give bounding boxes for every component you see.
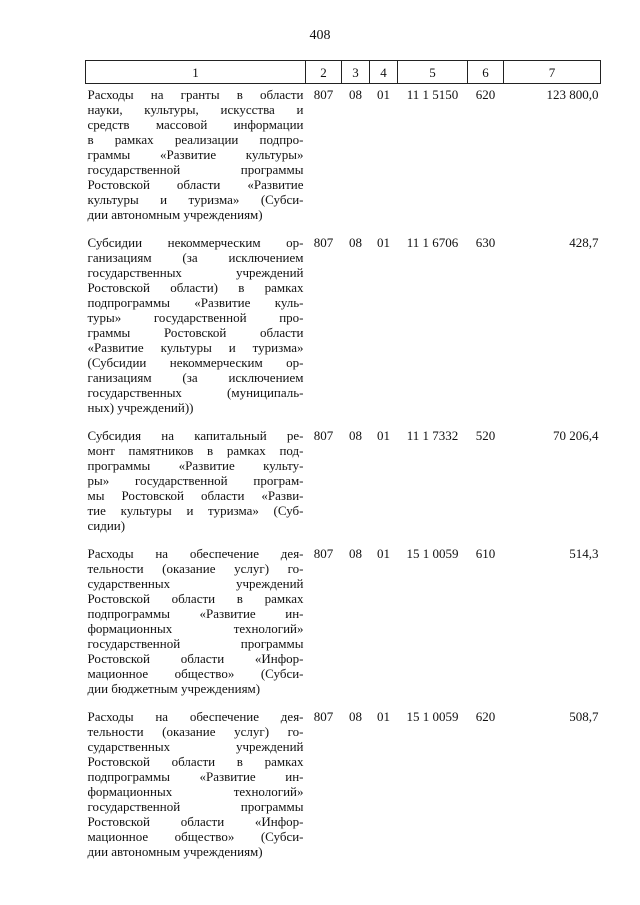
description-line: Субсидия на капитальный ре- xyxy=(87,428,304,443)
description-line: культуры и туризма» (Субси- xyxy=(87,192,304,207)
row-description xyxy=(86,706,306,869)
row-description xyxy=(86,232,306,425)
expense-type-code: 520 xyxy=(475,428,496,443)
description-line: тельности (оказание услуг) го- xyxy=(87,561,304,576)
description-line: туры» государственной про- xyxy=(87,310,304,325)
description-line: формационных технологий» xyxy=(87,621,304,636)
description-line: сударственных учреждений xyxy=(87,739,304,754)
amount: 428,7 xyxy=(569,235,599,250)
section-code: 08 xyxy=(349,235,362,250)
description-line: Ростовской области «Развитие xyxy=(87,177,304,192)
description-line: тельности (оказание услуг) го- xyxy=(87,724,304,739)
table-row xyxy=(86,425,601,543)
row-description xyxy=(86,425,306,543)
row-description xyxy=(86,84,306,233)
description-line: ных) учреждений)) xyxy=(87,400,194,415)
description-line: науки, культуры, искусства и xyxy=(87,102,304,117)
header-row xyxy=(86,61,601,84)
section-code: 08 xyxy=(349,546,362,561)
amount: 70 206,4 xyxy=(553,428,599,443)
description-line: мационное общество» (Субси- xyxy=(87,829,304,844)
description-line: подпрограммы «Развитие ин- xyxy=(87,606,304,621)
description-line: граммы «Развитие культуры» xyxy=(87,147,304,162)
description-line: подпрограммы «Развитие куль- xyxy=(87,295,304,310)
target-article-code: 11 1 7332 xyxy=(406,428,459,443)
header-col-7: 7 xyxy=(504,61,601,84)
header-col-3: 3 xyxy=(342,61,370,84)
header-col-2: 2 xyxy=(306,61,342,84)
description-line: государственной программы xyxy=(87,162,304,177)
expense-type-code: 620 xyxy=(475,709,496,724)
description-line: подпрограммы «Развитие ин- xyxy=(87,769,304,784)
target-article-code: 15 1 0059 xyxy=(406,709,459,724)
description-line: Субсидии некоммерческим ор- xyxy=(87,235,304,250)
description-line: формационных технологий» xyxy=(87,784,304,799)
description-line: монт памятников в рамках под- xyxy=(87,443,304,458)
description-line: дии автономным учреждениям) xyxy=(87,207,263,222)
description-line: средств массовой информации xyxy=(87,117,304,132)
description-line: программы «Развитие культу- xyxy=(87,458,304,473)
ministry-code: 807 xyxy=(313,235,334,250)
ministry-code: 807 xyxy=(313,87,334,102)
amount: 123 800,0 xyxy=(546,87,599,102)
description-line: сидии) xyxy=(87,518,126,533)
subsection-code: 01 xyxy=(377,87,390,102)
description-line: граммы Ростовской области xyxy=(87,325,304,340)
description-line: (Субсидии некоммерческим ор- xyxy=(87,355,304,370)
expense-type-code: 630 xyxy=(475,235,496,250)
table-row xyxy=(86,232,601,425)
target-article-code: 11 1 5150 xyxy=(406,87,459,102)
header-col-1: 1 xyxy=(86,61,306,84)
description-line: государственных учреждений xyxy=(87,265,304,280)
subsection-code: 01 xyxy=(377,428,390,443)
subsection-code: 01 xyxy=(377,546,390,561)
table-row xyxy=(86,706,601,869)
target-article-code: 11 1 6706 xyxy=(406,235,459,250)
description-line: ры» государственной програм- xyxy=(87,473,304,488)
subsection-code: 01 xyxy=(377,235,390,250)
amount: 508,7 xyxy=(569,709,599,724)
description-line: тие культуры и туризма» (Суб- xyxy=(87,503,304,518)
section-code: 08 xyxy=(349,709,362,724)
description-line: мационное общество» (Субси- xyxy=(87,666,304,681)
target-article-code: 15 1 0059 xyxy=(406,546,459,561)
description-line: Ростовской области) в рамках xyxy=(87,280,304,295)
description-line: Ростовской области в рамках xyxy=(87,754,304,769)
description-line: государственной программы xyxy=(87,636,304,651)
description-line: в рамках реализации подпро- xyxy=(87,132,304,147)
description-line: мы Ростовской области «Разви- xyxy=(87,488,304,503)
expense-type-code: 610 xyxy=(475,546,496,561)
ministry-code: 807 xyxy=(313,546,334,561)
description-line: Расходы на гранты в области xyxy=(87,87,304,102)
table-row xyxy=(86,84,601,233)
page-number: 408 xyxy=(309,28,331,43)
header-col-5: 5 xyxy=(398,61,468,84)
description-line: государственной программы xyxy=(87,799,304,814)
description-line: Расходы на обеспечение дея- xyxy=(87,709,304,724)
amount: 514,3 xyxy=(569,546,599,561)
section-code: 08 xyxy=(349,87,362,102)
description-line: сударственных учреждений xyxy=(87,576,304,591)
section-code: 08 xyxy=(349,428,362,443)
ministry-code: 807 xyxy=(313,428,334,443)
description-line: Ростовской области «Инфор- xyxy=(87,814,304,829)
header-col-6: 6 xyxy=(468,61,504,84)
description-line: Ростовской области в рамках xyxy=(87,591,304,606)
description-line: дии бюджетным учреждениям) xyxy=(87,681,261,696)
header-col-4: 4 xyxy=(370,61,398,84)
budget-table xyxy=(85,60,601,869)
description-line: ганизациям (за исключением xyxy=(87,370,304,385)
table-row xyxy=(86,543,601,706)
row-description xyxy=(86,543,306,706)
description-line: «Развитие культуры и туризма» xyxy=(87,340,304,355)
description-line: государственных (муниципаль- xyxy=(87,385,304,400)
description-line: ганизациям (за исключением xyxy=(87,250,304,265)
description-line: Расходы на обеспечение дея- xyxy=(87,546,304,561)
subsection-code: 01 xyxy=(377,709,390,724)
expense-type-code: 620 xyxy=(475,87,496,102)
ministry-code: 807 xyxy=(313,709,334,724)
description-line: Ростовской области «Инфор- xyxy=(87,651,304,666)
description-line: дии автономным учреждениям) xyxy=(87,844,263,859)
